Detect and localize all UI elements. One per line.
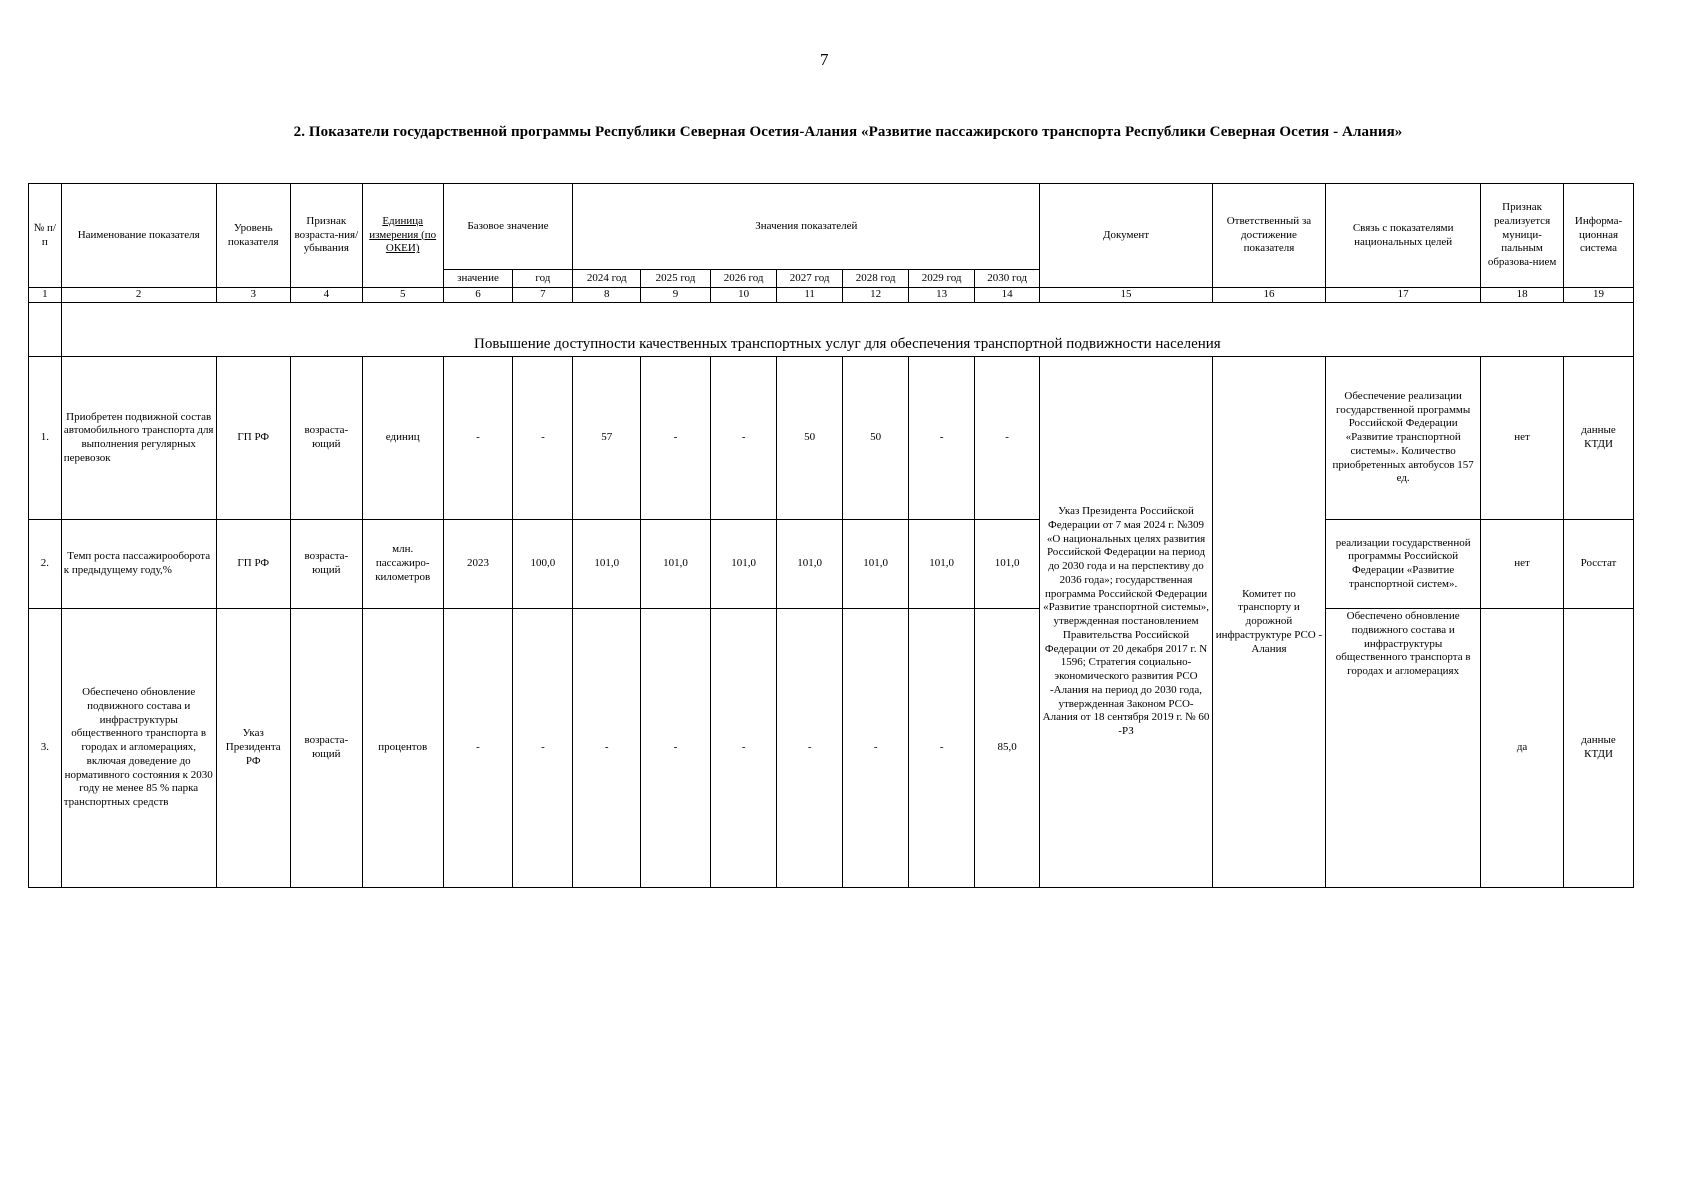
indicator-name: Приобретен подвижной состав автомобильного транспорта для выполнения регулярных перевозок bbox=[61, 357, 216, 520]
header-unit: Единица измерения (по ОКЕИ) bbox=[362, 184, 443, 288]
indicator-unit: млн. пассажиро-километров bbox=[362, 520, 443, 609]
value-2028: 50 bbox=[842, 357, 909, 520]
indicator-level: Указ Президента РФ bbox=[216, 609, 290, 888]
indicator-sign: возраста-ющий bbox=[290, 520, 362, 609]
table-row bbox=[29, 520, 1634, 609]
value-2028: - bbox=[842, 609, 909, 888]
column-number: 6 bbox=[443, 288, 513, 303]
info-system: данные КТДИ bbox=[1564, 609, 1634, 888]
indicator-name: Обеспечено обновление подвижного состава и инфраструктуры общественного транспорта в городах и агломерациях, включая доведение до нормативного состояния к 2030 году не менее 85 % парка транспортных средств bbox=[61, 609, 216, 888]
municipal-flag: да bbox=[1481, 609, 1564, 888]
column-number: 19 bbox=[1564, 288, 1634, 303]
base-year: 100,0 bbox=[513, 520, 573, 609]
column-number: 15 bbox=[1040, 288, 1212, 303]
value-2030: - bbox=[974, 357, 1039, 520]
municipal-flag: нет bbox=[1481, 357, 1564, 520]
value-2028: 101,0 bbox=[842, 520, 909, 609]
row-number: 2. bbox=[29, 520, 62, 609]
value-2025: 101,0 bbox=[641, 520, 711, 609]
header-base-year: год bbox=[513, 270, 573, 288]
header-level: Уровень показателя bbox=[216, 184, 290, 288]
column-number-row bbox=[29, 288, 1634, 303]
base-value: 2023 bbox=[443, 520, 513, 609]
column-number: 5 bbox=[362, 288, 443, 303]
section-title: Повышение доступности качественных транспортных услуг для обеспечения транспортной подвижности населения bbox=[61, 303, 1633, 357]
column-number: 17 bbox=[1326, 288, 1481, 303]
column-number: 3 bbox=[216, 288, 290, 303]
column-number: 10 bbox=[710, 288, 777, 303]
section-spacer bbox=[29, 303, 62, 357]
base-value: - bbox=[443, 357, 513, 520]
value-2027: 50 bbox=[777, 357, 842, 520]
column-number: 7 bbox=[513, 288, 573, 303]
national-goal-link: Обеспечение реализации государственной программы Российской Федерации «Развитие транспортной системы». Количество приобретенных автобусов 157 ед. bbox=[1326, 357, 1481, 520]
header-year-2025: 2025 год bbox=[641, 270, 711, 288]
table-row bbox=[29, 609, 1634, 888]
header-year-2026: 2026 год bbox=[710, 270, 777, 288]
header-sign: Признак возраста-ния/ убывания bbox=[290, 184, 362, 288]
header-document: Документ bbox=[1040, 184, 1212, 288]
column-number: 8 bbox=[573, 288, 641, 303]
header-year-2028: 2028 год bbox=[842, 270, 909, 288]
value-2027: - bbox=[777, 609, 842, 888]
value-2029: 101,0 bbox=[909, 520, 974, 609]
header-base: Базовое значение bbox=[443, 184, 573, 270]
header-year-2029: 2029 год bbox=[909, 270, 974, 288]
section-row bbox=[29, 303, 1634, 357]
value-2029: - bbox=[909, 609, 974, 888]
value-2026: - bbox=[710, 609, 777, 888]
header-year-2027: 2027 год bbox=[777, 270, 842, 288]
base-value: - bbox=[443, 609, 513, 888]
column-number: 2 bbox=[61, 288, 216, 303]
value-2024: 101,0 bbox=[573, 520, 641, 609]
header-info-system: Информа-ционная система bbox=[1564, 184, 1634, 288]
row-number: 3. bbox=[29, 609, 62, 888]
value-2025: - bbox=[641, 609, 711, 888]
indicator-sign: возраста-ющий bbox=[290, 609, 362, 888]
indicator-level: ГП РФ bbox=[216, 520, 290, 609]
info-system: Росстат bbox=[1564, 520, 1634, 609]
indicator-sign: возраста-ющий bbox=[290, 357, 362, 520]
info-system: данные КТДИ bbox=[1564, 357, 1634, 520]
header-year-2024: 2024 год bbox=[573, 270, 641, 288]
column-number: 9 bbox=[641, 288, 711, 303]
value-2030: 85,0 bbox=[974, 609, 1039, 888]
column-number: 13 bbox=[909, 288, 974, 303]
indicator-name: Темп роста пассажирооборота к предыдущему году,% bbox=[61, 520, 216, 609]
header-num: № п/п bbox=[29, 184, 62, 288]
value-2027: 101,0 bbox=[777, 520, 842, 609]
indicator-unit: единиц bbox=[362, 357, 443, 520]
column-number: 16 bbox=[1212, 288, 1325, 303]
table-row bbox=[29, 357, 1634, 520]
header-link: Связь с показателями национальных целей bbox=[1326, 184, 1481, 288]
value-2024: - bbox=[573, 609, 641, 888]
column-number: 11 bbox=[777, 288, 842, 303]
value-2024: 57 bbox=[573, 357, 641, 520]
row-number: 1. bbox=[29, 357, 62, 520]
value-2030: 101,0 bbox=[974, 520, 1039, 609]
base-year: - bbox=[513, 357, 573, 520]
page-number: 7 bbox=[820, 50, 829, 69]
value-2026: 101,0 bbox=[710, 520, 777, 609]
header-responsible: Ответственный за достижение показателя bbox=[1212, 184, 1325, 288]
national-goal-link: Обеспечено обновление подвижного состава и инфраструктуры общественного транспорта в городах и агломерациях bbox=[1326, 609, 1481, 888]
column-number: 18 bbox=[1481, 288, 1564, 303]
header-values: Значения показателей bbox=[573, 184, 1040, 270]
national-goal-link: реализации государственной программы Российской Федерации «Развитие транспортной систем». bbox=[1326, 520, 1481, 609]
header-base-value: значение bbox=[443, 270, 513, 288]
header-year-2030: 2030 год bbox=[974, 270, 1039, 288]
document-title: 2. Показатели государственной программы Республики Северная Осетия-Алания «Развитие пассажирского транспорта Республики Северная Осетия - Алания» bbox=[293, 124, 1403, 140]
column-number: 14 bbox=[974, 288, 1039, 303]
column-number: 12 bbox=[842, 288, 909, 303]
value-2029: - bbox=[909, 357, 974, 520]
base-year: - bbox=[513, 609, 573, 888]
indicator-level: ГП РФ bbox=[216, 357, 290, 520]
indicators-table bbox=[28, 183, 1634, 888]
column-number: 4 bbox=[290, 288, 362, 303]
value-2025: - bbox=[641, 357, 711, 520]
column-number: 1 bbox=[29, 288, 62, 303]
header-name: Наименование показателя bbox=[61, 184, 216, 288]
value-2026: - bbox=[710, 357, 777, 520]
header-municipal: Признак реализуется муници-пальным образова-нием bbox=[1481, 184, 1564, 288]
indicator-unit: процентов bbox=[362, 609, 443, 888]
document-cell: Указ Президента Российской Федерации от 7 мая 2024 г. №309 «О национальных целях развития Российской Федерации на период до 2030 года и на перспективу до 2036 года»; государственная программа Российской Федерации «Развитие транспортной системы», утвержденная постановлением Правительства Российской Федерации от 20 декабря 2017 г. N 1596; Стратегия социально-экономического развития РСО -Алания на период до 2030 года, утвержденная Законом РСО-Алания от 18 сентября 2019 г. № 60 -РЗ bbox=[1040, 357, 1212, 888]
responsible-cell: Комитет по транспорту и дорожной инфраструктуре РСО - Алания bbox=[1212, 357, 1325, 888]
municipal-flag: нет bbox=[1481, 520, 1564, 609]
